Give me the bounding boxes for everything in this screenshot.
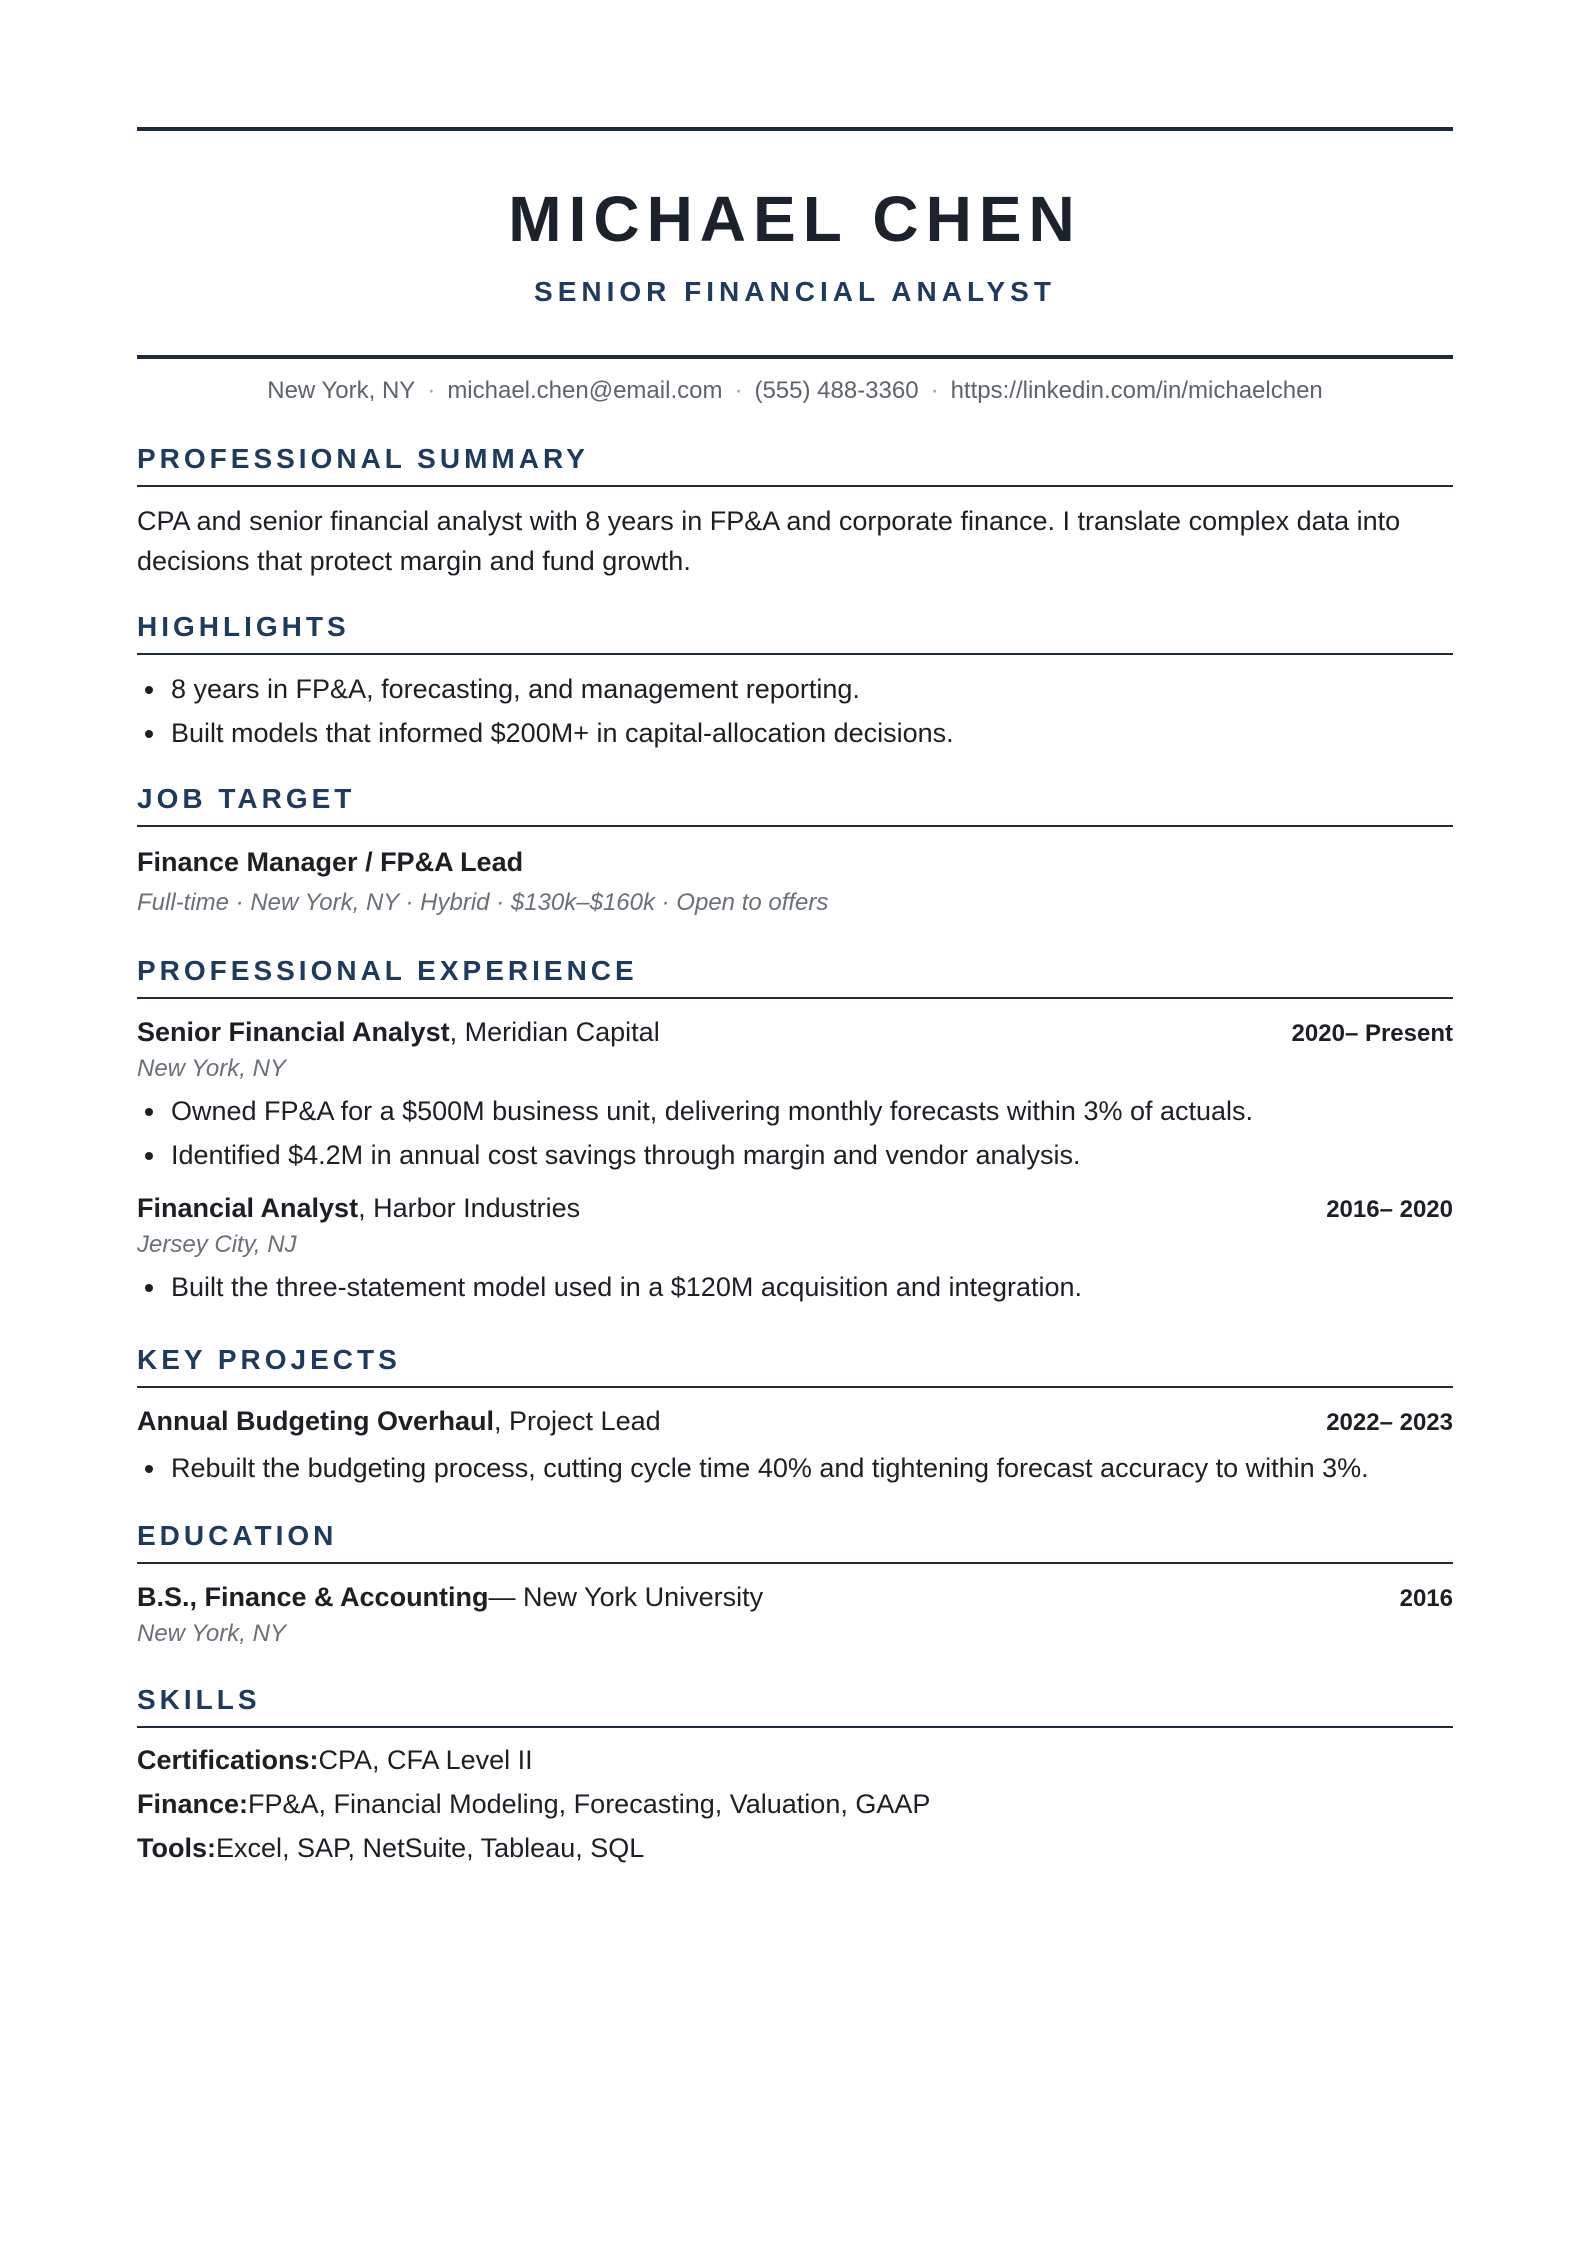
candidate-name: MICHAEL CHEN — [508, 183, 1082, 255]
skill-label: Tools: — [137, 1833, 216, 1863]
job-location: New York, NY — [137, 1055, 286, 1082]
education-location: New York, NY — [137, 1620, 286, 1647]
job-target-meta: Full-time · New York, NY · Hybrid · $130k–$160k · Open to offers — [137, 889, 829, 916]
education-heading — [137, 1578, 763, 1616]
section-title: EDUCATION — [137, 1518, 1453, 1564]
job-target-position: Finance Manager / FP&A Lead — [137, 847, 524, 877]
contact-separator: · — [930, 377, 939, 404]
contact-separator: · — [427, 377, 436, 404]
project-dates: 2022– 2023 — [1326, 1409, 1453, 1436]
job-location: Jersey City, NJ — [137, 1231, 297, 1258]
section-title: SKILLS — [137, 1682, 1453, 1728]
job-header — [137, 1013, 1453, 1053]
summary-text: CPA and senior financial analyst with 8 years in FP&A and corporate finance. I translate complex data into decisions that protect margin and fund growth. — [137, 506, 1401, 576]
list-item: Owned FP&A for a $500M business unit, delivering monthly forecasts within 3% of actuals. — [171, 1089, 1453, 1133]
job-header — [137, 1189, 1453, 1229]
highlights-section — [137, 609, 1453, 755]
highlights-list — [137, 667, 1453, 755]
experience-section — [137, 953, 1453, 1309]
contact-location: New York, NY — [267, 377, 416, 404]
summary-section — [137, 441, 1453, 581]
job-target-section — [137, 781, 1453, 919]
job-entry — [137, 1189, 1453, 1309]
job-company: , Harbor Industries — [358, 1193, 581, 1223]
list-item: 8 years in FP&A, forecasting, and management reporting. — [171, 667, 1453, 711]
job-heading — [137, 1189, 580, 1227]
skill-row — [137, 1782, 1453, 1826]
job-bullets — [137, 1265, 1453, 1309]
skill-row — [137, 1826, 1453, 1870]
job-heading — [137, 1013, 660, 1051]
skill-row — [137, 1738, 1453, 1782]
section-title: KEY PROJECTS — [137, 1342, 1453, 1388]
skills-section — [137, 1682, 1453, 1870]
job-target-row — [137, 843, 1453, 881]
section-title: PROFESSIONAL EXPERIENCE — [137, 953, 1453, 999]
education-school: — New York University — [488, 1582, 764, 1612]
project-name: Annual Budgeting Overhaul — [137, 1406, 495, 1436]
education-header — [137, 1578, 1453, 1618]
section-title: JOB TARGET — [137, 781, 1453, 827]
list-item: Built the three-statement model used in a $120M acquisition and integration. — [171, 1265, 1453, 1309]
project-role: , Project Lead — [494, 1406, 661, 1436]
project-heading — [137, 1402, 661, 1440]
list-item: Identified $4.2M in annual cost savings through margin and vendor analysis. — [171, 1133, 1453, 1177]
section-title: HIGHLIGHTS — [137, 609, 1453, 655]
job-title: Senior Financial Analyst — [137, 1017, 450, 1047]
list-item: Rebuilt the budgeting process, cutting cycle time 40% and tightening forecast accuracy to within 3%. — [171, 1446, 1453, 1490]
job-entry — [137, 1013, 1453, 1177]
projects-section — [137, 1342, 1453, 1490]
candidate-role: SENIOR FINANCIAL ANALYST — [534, 276, 1056, 307]
contact-linkedin[interactable]: https://linkedin.com/in/michaelchen — [950, 377, 1323, 404]
job-dates: 2020– Present — [1291, 1020, 1453, 1047]
contact-phone[interactable]: (555) 488-3360 — [754, 377, 919, 404]
skill-label: Finance: — [137, 1789, 249, 1819]
section-title: PROFESSIONAL SUMMARY — [137, 441, 1453, 487]
job-dates: 2016– 2020 — [1326, 1196, 1453, 1223]
skill-value: Excel, SAP, NetSuite, Tableau, SQL — [215, 1833, 645, 1863]
contact-line — [137, 375, 1453, 407]
education-section — [137, 1518, 1453, 1650]
education-year: 2016 — [1399, 1585, 1453, 1612]
job-bullets — [137, 1089, 1453, 1177]
project-header — [137, 1402, 1453, 1442]
skill-label: Certifications: — [137, 1745, 319, 1775]
skill-value: FP&A, Financial Modeling, Forecasting, Valuation, GAAP — [248, 1789, 931, 1819]
list-item: Built models that informed $200M+ in capital-allocation decisions. — [171, 711, 1453, 755]
skill-value: CPA, CFA Level II — [318, 1745, 533, 1775]
contact-separator: · — [734, 377, 743, 404]
project-bullets — [137, 1446, 1453, 1490]
education-degree: B.S., Finance & Accounting — [137, 1582, 489, 1612]
header-bottom-rule — [137, 355, 1453, 359]
skills-list — [137, 1738, 1453, 1870]
contact-email[interactable]: michael.chen@email.com — [447, 377, 723, 404]
job-title: Financial Analyst — [137, 1193, 359, 1223]
header-top-rule — [137, 127, 1453, 131]
project-entry — [137, 1402, 1453, 1490]
job-company: , Meridian Capital — [449, 1017, 660, 1047]
